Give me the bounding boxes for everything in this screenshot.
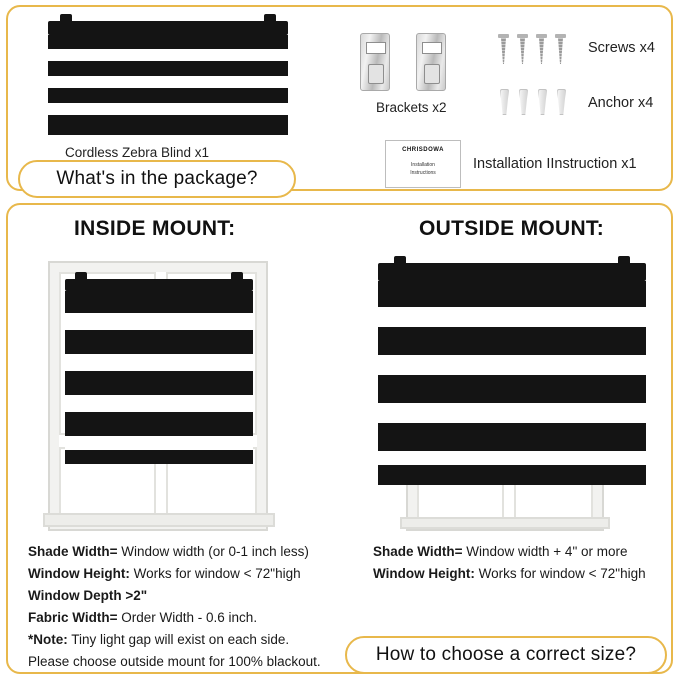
brackets-caption: Brackets x2 <box>376 100 447 115</box>
anchor-icon <box>519 89 528 115</box>
window-sill <box>400 517 610 529</box>
spec-value: Works for window < 72"high <box>474 566 646 581</box>
spec-label: Window Height: <box>373 566 475 581</box>
spec-value: Works for window < 72"high <box>129 566 301 581</box>
spec-line <box>28 541 348 563</box>
screw-icon <box>500 34 507 64</box>
blind-fabric-stripes <box>48 35 288 135</box>
spec-value: Order Width - 0.6 inch. <box>117 610 258 625</box>
size-guide-badge-label: How to choose a correct size? <box>375 644 637 665</box>
spec-line <box>28 651 348 673</box>
manual-caption: Installation IInstruction x1 <box>473 156 637 172</box>
blind-headrail <box>65 279 253 291</box>
size-guide-panel <box>6 203 673 674</box>
spec-value: Tiny light gap will exist on each side. <box>67 632 290 647</box>
brackets-illustration <box>356 27 456 103</box>
package-badge <box>18 160 296 198</box>
anchor-icon <box>557 89 566 115</box>
manual-line-2: Instructions <box>410 170 436 176</box>
inside-mount-title: INSIDE MOUNT: <box>74 217 236 240</box>
outside-mounted-blind <box>378 263 646 485</box>
spec-label: Fabric Width= <box>28 610 118 625</box>
outside-mount-illustration <box>368 241 658 531</box>
blind-fabric-stripes <box>378 281 646 485</box>
spec-line <box>28 585 348 607</box>
spec-label: Window Depth >2" <box>28 588 148 603</box>
inside-mount-illustration <box>43 241 293 531</box>
spec-line <box>373 563 673 585</box>
manual-line-1: Installation <box>411 162 435 168</box>
package-badge-label: What's in the package? <box>56 168 258 189</box>
spec-label: Window Height: <box>28 566 130 581</box>
screw-icon <box>557 34 564 64</box>
blind-caption: Cordless Zebra Blind x1 <box>65 145 210 160</box>
size-guide-badge <box>345 636 667 674</box>
installation-manual-illustration <box>385 140 461 188</box>
spec-value: Window width + 4" or more <box>462 544 628 559</box>
bracket-piece-icon <box>360 33 390 91</box>
bracket-piece-icon <box>416 33 446 91</box>
zebra-blind-illustration <box>48 21 288 135</box>
spec-label: Shade Width= <box>373 544 463 559</box>
anchor-icon <box>500 89 509 115</box>
spec-label: Shade Width= <box>28 544 118 559</box>
blind-headrail <box>378 263 646 281</box>
outside-mount-specs <box>373 541 673 585</box>
manual-brand-text: CHRISDOWA <box>402 147 444 153</box>
screw-icon <box>519 34 526 64</box>
blind-headrail <box>48 21 288 35</box>
inside-mounted-blind <box>65 279 253 464</box>
screws-illustration <box>500 34 570 68</box>
anchor-icon <box>538 89 547 115</box>
anchors-illustration <box>500 89 570 119</box>
spec-line <box>28 563 348 585</box>
outside-mount-title: OUTSIDE MOUNT: <box>419 217 605 240</box>
window-sill <box>43 513 275 527</box>
spec-line <box>373 541 673 563</box>
blind-fabric-stripes <box>65 291 253 464</box>
spec-value: Window width (or 0-1 inch less) <box>117 544 309 559</box>
screws-caption: Screws x4 <box>588 40 655 56</box>
spec-line <box>28 607 348 629</box>
screw-icon <box>538 34 545 64</box>
spec-value: Please choose outside mount for 100% blackout. <box>28 654 321 669</box>
spec-line <box>28 629 348 651</box>
inside-mount-specs <box>28 541 348 673</box>
anchors-caption: Anchor x4 <box>588 95 654 111</box>
spec-label: *Note: <box>28 632 68 647</box>
